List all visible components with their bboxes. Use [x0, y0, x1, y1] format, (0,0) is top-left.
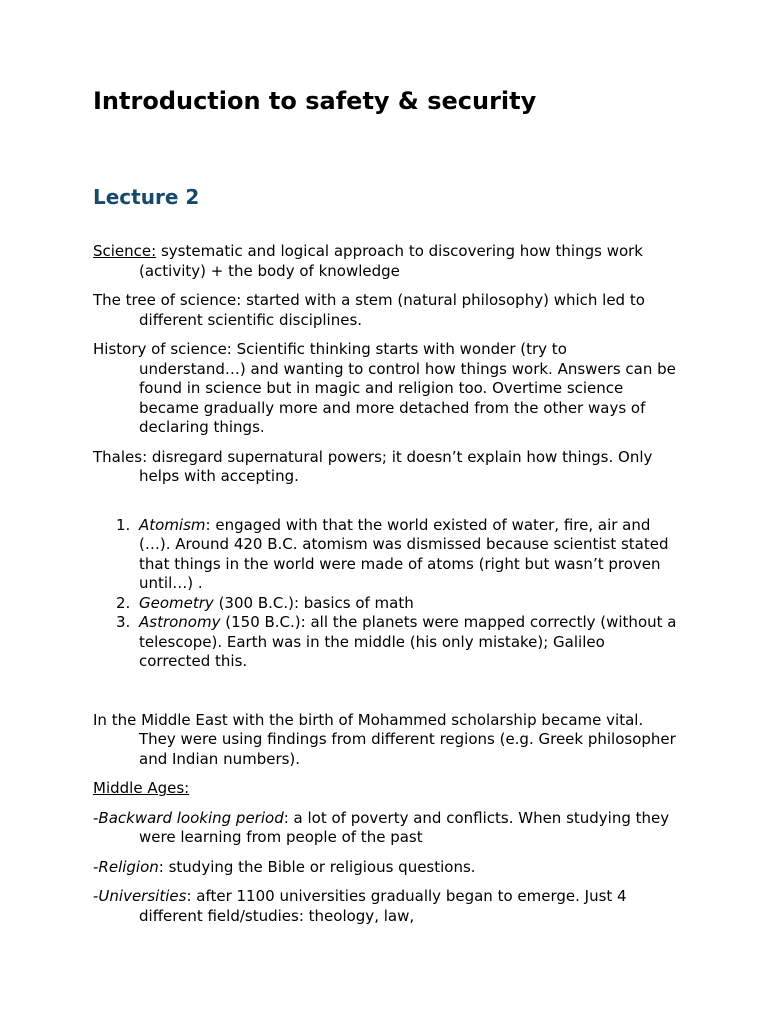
- list-item: [93, 613, 678, 672]
- list-number: 1.: [116, 515, 131, 534]
- list-term: Astronomy: [139, 613, 221, 631]
- spacer: [93, 672, 678, 711]
- science-paragraph: [93, 242, 678, 281]
- list-term: Atomism: [139, 515, 206, 534]
- science-term: Science:: [93, 242, 157, 260]
- item-term: Backward looking period: [98, 808, 284, 827]
- document-title: Introduction to safety & security: [93, 87, 537, 115]
- item-text: : studying the Bible or religious questions.: [158, 857, 476, 876]
- middle-ages-item: [93, 858, 678, 878]
- thales-paragraph: Thales: disregard supernatural powers; it doesn’t explain how things. Only helps with accepting.: [93, 447, 653, 485]
- list-text: : engaged with that the world existed of water, fire, air and (…). Around 420 B.C. atomism was dismissed because scientist stated that things in the world were made of atoms (right but wasn’t proven until…) .: [139, 515, 669, 592]
- item-term: Universities: [98, 887, 187, 905]
- middle-ages-item: [93, 887, 678, 926]
- list-number: 3.: [116, 613, 131, 631]
- item-term: Religion: [98, 857, 159, 876]
- tree-of-science-paragraph: The tree of science: started with a stem (natural philosophy) which led to different scientific disciplines.: [93, 291, 645, 329]
- lecture-heading: Lecture 2: [93, 185, 200, 209]
- history-of-science-paragraph: History of science: Scientific thinking starts with wonder (try to understand…) and wanting to control how things work. Answers can be found in science but in magic and religion too. Overtime science became gradually more and more detached from the other ways of declaring things.: [93, 340, 676, 436]
- item-prefix: -: [93, 857, 99, 876]
- sciences-list: [93, 516, 678, 672]
- item-text: : a lot of poverty and conflicts. When studying they were learning from people of the past: [139, 808, 670, 846]
- list-number: 2.: [116, 593, 131, 612]
- list-text: (150 B.C.): all the planets were mapped correctly (without a telescope). Earth was in the middle (his only mistake); Galileo corrected this.: [139, 613, 677, 670]
- list-text: (300 B.C.): basics of math: [213, 593, 414, 612]
- document-body: [93, 242, 678, 936]
- list-item: [93, 594, 678, 614]
- middle-ages-item: [93, 809, 678, 848]
- list-item: [93, 516, 678, 594]
- item-text: : after 1100 universities gradually began to emerge. Just 4 different field/studies: theology, law,: [139, 887, 627, 925]
- middle-ages-heading: [93, 779, 678, 799]
- middle-ages-heading-text: Middle Ages:: [93, 779, 190, 797]
- list-term: Geometry: [139, 593, 214, 612]
- science-text: systematic and logical approach to discovering how things work (activity) + the body of knowledge: [139, 242, 643, 280]
- item-prefix: -: [93, 808, 99, 827]
- item-prefix: -: [93, 887, 99, 905]
- middle-east-paragraph: In the Middle East with the birth of Mohammed scholarship became vital. They were using findings from different regions (e.g. Greek philosopher and Indian numbers).: [93, 710, 676, 768]
